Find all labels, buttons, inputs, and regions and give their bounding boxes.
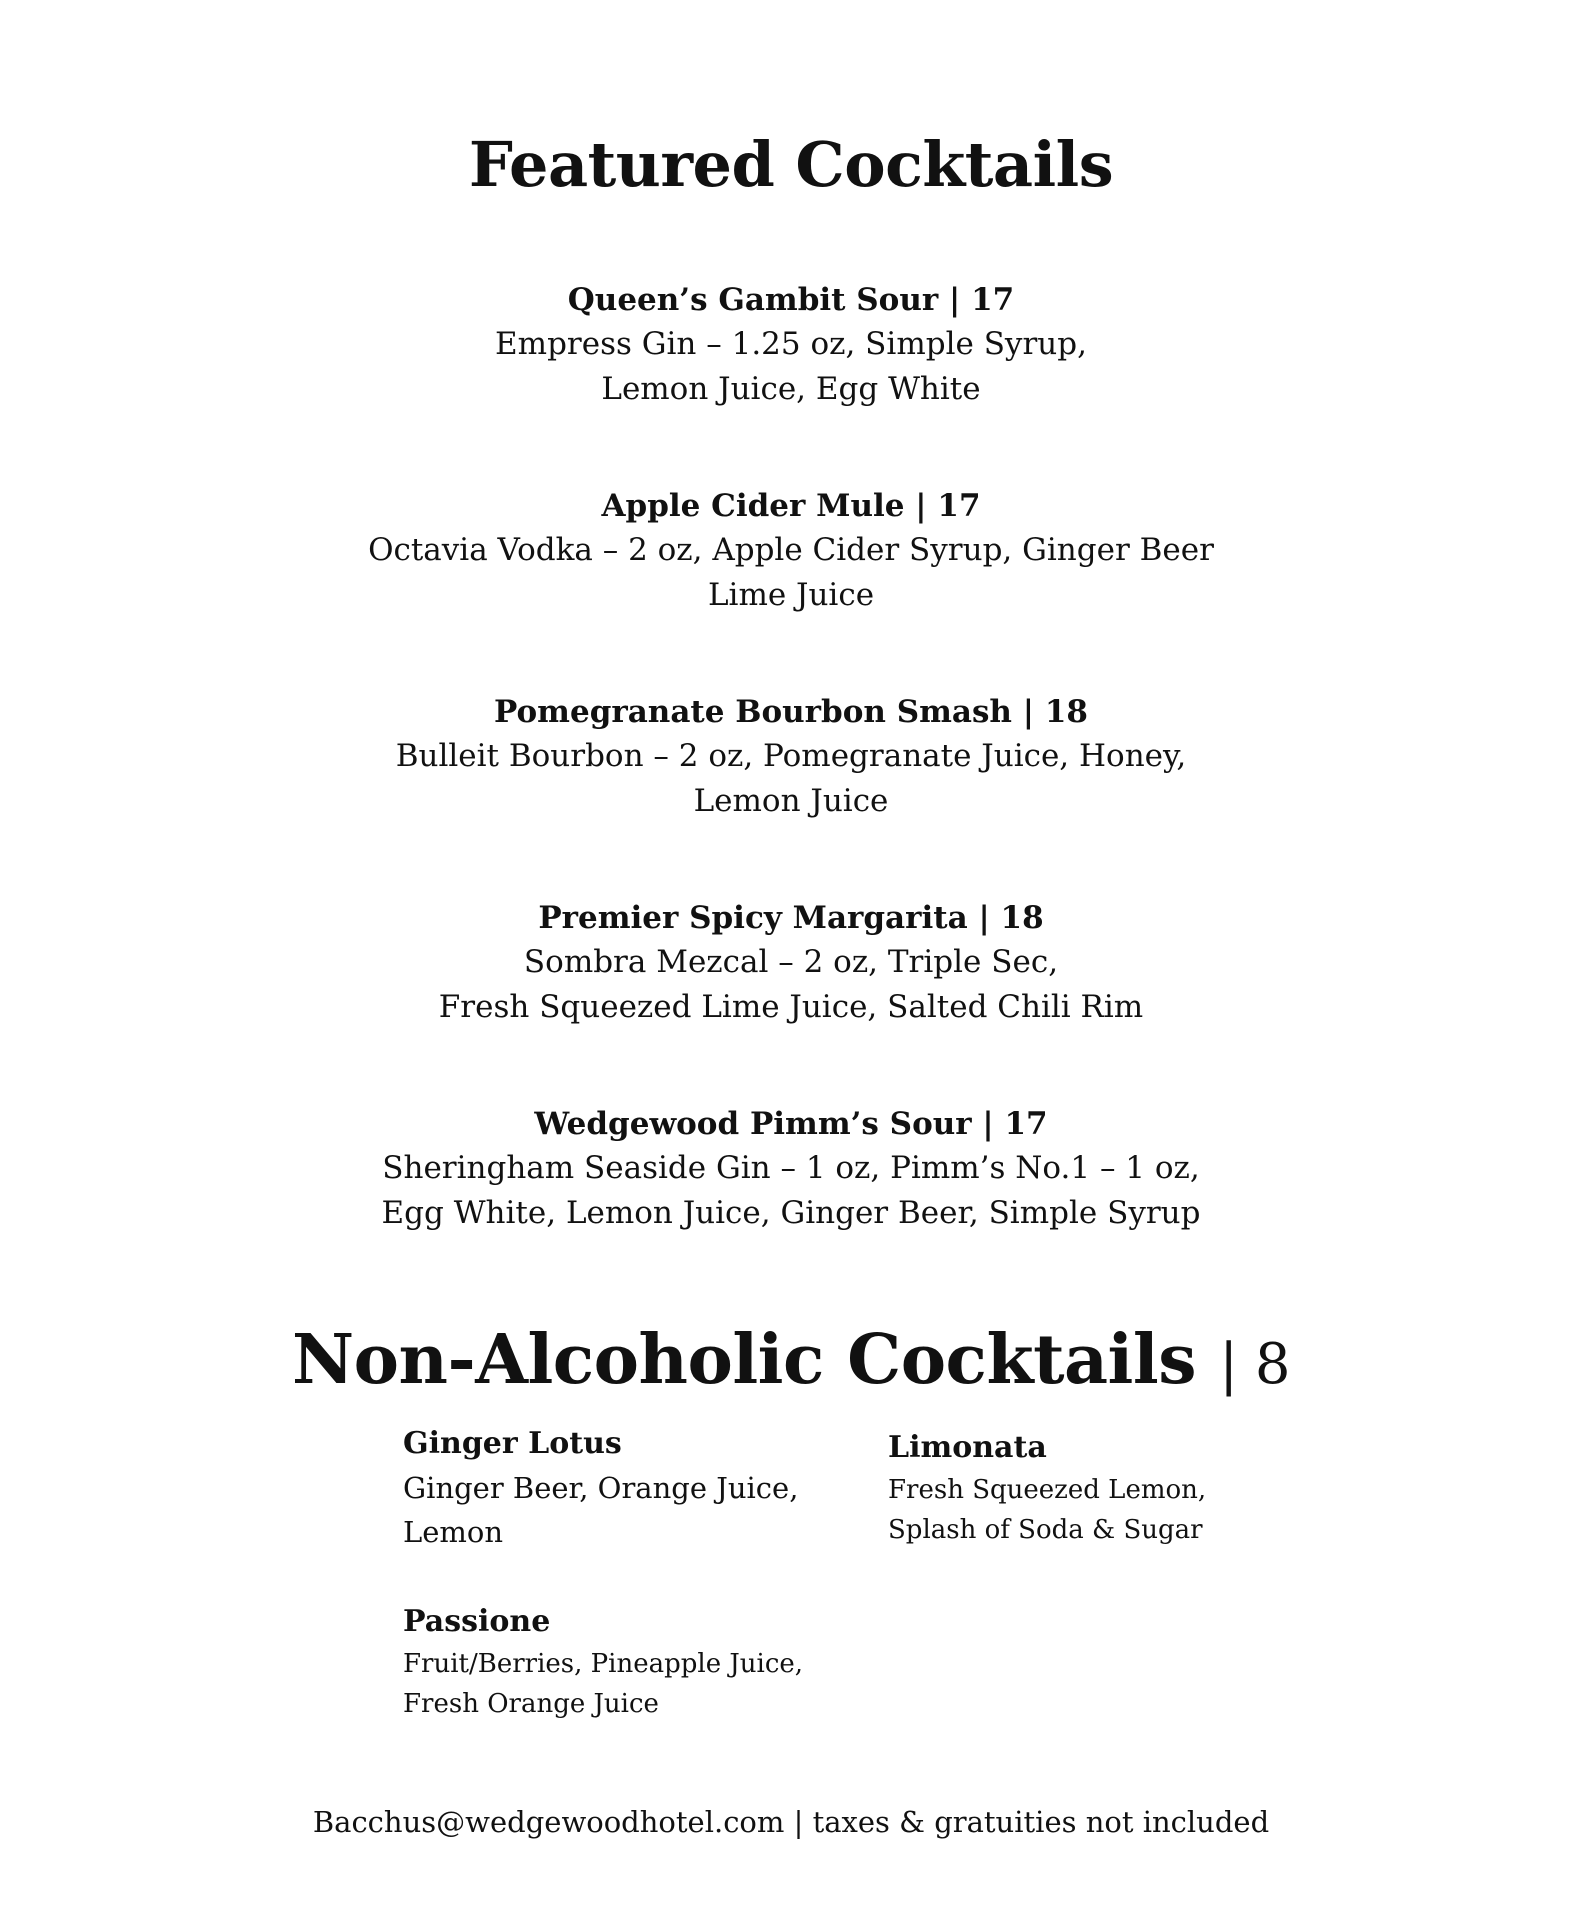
na-cocktail-item xyxy=(403,1600,823,1724)
cocktail-ingredients: Sheringham Seaside Gin – 1 oz, Pimm’s No.1 – 1 oz, xyxy=(382,1150,1200,1186)
na-cocktail-ingredients: Fresh Orange Juice xyxy=(403,1689,659,1719)
cocktail-ingredients: Bulleit Bourbon – 2 oz, Pomegranate Juice, Honey, xyxy=(395,738,1187,774)
cocktail-name: Apple Cider Mule | 17 xyxy=(601,488,981,524)
cocktail-ingredients: Lemon Juice xyxy=(693,783,889,819)
cocktail-name: Pomegranate Bourbon Smash | 18 xyxy=(494,694,1088,730)
na-cocktail-item xyxy=(403,1422,823,1554)
cocktail-item xyxy=(0,484,1582,690)
na-cocktail-item xyxy=(888,1426,1308,1550)
non-alcoholic-title-text: Non-Alcoholic Cocktails xyxy=(292,1320,1196,1400)
cocktail-ingredients: Sombra Mezcal – 2 oz, Triple Sec, xyxy=(523,944,1059,980)
cocktail-name: Premier Spicy Margarita | 18 xyxy=(538,900,1044,936)
cocktail-item xyxy=(0,1102,1582,1308)
non-alcoholic-price: | 8 xyxy=(1219,1332,1290,1397)
featured-cocktails-list xyxy=(0,278,1582,1308)
non-alcoholic-title xyxy=(0,1316,1582,1409)
cocktail-ingredients: Octavia Vodka – 2 oz, Apple Cider Syrup, Ginger Beer xyxy=(368,532,1214,568)
na-cocktail-ingredients: Splash of Soda & Sugar xyxy=(888,1515,1203,1545)
cocktail-ingredients: Egg White, Lemon Juice, Ginger Beer, Simple Syrup xyxy=(381,1195,1201,1231)
cocktail-name: Wedgewood Pimm’s Sour | 17 xyxy=(534,1106,1048,1142)
featured-cocktails-title: Featured Cocktails xyxy=(468,128,1114,201)
cocktail-item xyxy=(0,896,1582,1102)
cocktail-ingredients: Lime Juice xyxy=(707,577,875,613)
cocktail-item xyxy=(0,278,1582,484)
cocktail-name: Queen’s Gambit Sour | 17 xyxy=(567,282,1015,318)
cocktail-item xyxy=(0,690,1582,896)
cocktail-ingredients: Lemon Juice, Egg White xyxy=(601,371,981,407)
na-cocktail-name: Limonata xyxy=(888,1430,1047,1465)
na-cocktail-name: Passione xyxy=(403,1604,551,1639)
na-cocktail-name: Ginger Lotus xyxy=(403,1426,622,1461)
footer-note: Bacchus@wedgewoodhotel.com | taxes & gratuities not included xyxy=(312,1805,1270,1839)
na-cocktail-ingredients: Fruit/Berries, Pineapple Juice, xyxy=(403,1649,804,1679)
na-cocktail-ingredients: Fresh Squeezed Lemon, xyxy=(888,1475,1207,1505)
cocktail-ingredients: Empress Gin – 1.25 oz, Simple Syrup, xyxy=(495,326,1087,362)
na-cocktail-ingredients: Lemon xyxy=(403,1515,504,1549)
cocktail-ingredients: Fresh Squeezed Lime Juice, Salted Chili Rim xyxy=(438,989,1144,1025)
na-cocktail-ingredients: Ginger Beer, Orange Juice, xyxy=(403,1471,799,1505)
